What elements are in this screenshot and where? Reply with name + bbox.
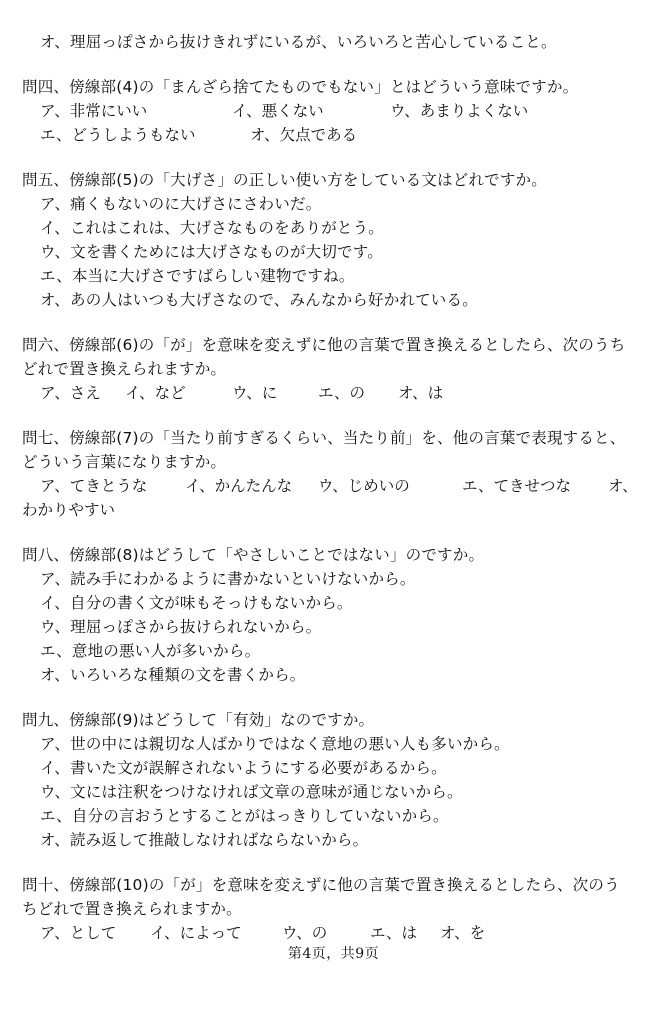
q10-option-o: オ、を [440,924,486,942]
q6-option-a: ア、さえ [40,384,101,402]
q10-stem-line2: ちどれで置き換えられますか。 [22,900,242,918]
page-number: 第4页，共9页 [287,946,380,962]
q9-option-i: イ、書いた文が誤解されないようにする必要があるから。 [40,759,447,777]
q6-option-u: ウ、に [232,384,278,402]
q8-option-u: ウ、理屈っぽさから抜けられないから。 [40,618,322,636]
q6-option-i: イ、など [125,384,186,402]
q7-option-o-wrap: わかりやすい [22,501,116,519]
q9-option-a: ア、世の中には親切な人ばかりではなく意地の悪い人も多いから。 [40,735,510,753]
q9-option-u: ウ、文には注釈をつけなければ文章の意味が通じないから。 [40,783,463,801]
q7-stem-line2: どういう言葉になりますか。 [22,453,227,471]
q9-option-o: オ、読み返して推敲しなければならないから。 [40,831,369,849]
q4-stem: 問四、傍線部(4)の「まんざら捨てたものでもない」とはどういう意味ですか。 [22,78,579,96]
q9-stem: 問九、傍線部(9)はどうして「有効」なのですか。 [22,711,375,729]
q5-option-e: エ、本当に大げさですばらしい建物ですね。 [40,267,355,285]
q7-option-e: エ、てきせつな [462,477,571,495]
q5-option-i: イ、これはこれは、大げさなものをありがとう。 [40,219,385,237]
q8-option-i: イ、自分の書く文が味もそっけもないから。 [40,594,353,612]
q4-option-o: オ、欠点である [250,126,358,144]
q4-option-a: ア、非常にいい [40,102,148,120]
q4-option-u: ウ、あまりよくない [390,102,529,120]
q7-option-a: ア、てきとうな [40,477,148,495]
q4-option-i: イ、悪くない [232,102,324,120]
q8-option-o: オ、いろいろな種類の文を書くから。 [40,666,306,684]
q7-stem-line1: 問七、傍線部(7)の「当たり前すぎるくらい、当たり前」を、他の言葉で表現すると、 [22,429,626,447]
q5-stem: 問五、傍線部(5)の「大げさ」の正しい使い方をしている文はどれですか。 [22,171,547,189]
q7-option-u: ウ、じめいの [318,477,410,495]
q8-stem: 問八、傍線部(8)はどうして「やさしいことではない」のですか。 [22,546,485,564]
q5-option-a: ア、痛くもないのに大げさにさわいだ。 [40,195,322,213]
q5-option-u: ウ、文を書くためには大げさなものが大切です。 [40,243,383,261]
q6-stem-line1: 問六、傍線部(6)の「が」を意味を変えずに他の言葉で置き換えるとしたら、次のうち [22,336,626,354]
q7-option-i: イ、かんたんな [185,477,293,495]
q8-option-e: エ、意地の悪い人が多いから。 [40,642,261,660]
q6-stem-line2: どれで置き換えられますか。 [22,360,227,378]
option-o-prev: オ、理屈っぽさから抜けきれずにいるが、いろいろと苦心していること。 [40,33,557,51]
q7-option-o: オ、 [608,477,638,495]
q10-option-u: ウ、の [282,924,328,942]
q10-option-e: エ、は [370,924,417,942]
q5-option-o: オ、あの人はいつも大げさなので、みんなから好かれている。 [40,291,478,309]
q10-option-i: イ、によって [150,924,242,942]
q9-option-e: エ、自分の言おうとすることがはっきりしていないから。 [40,807,449,825]
q6-option-o: オ、は [398,384,444,402]
q10-option-a: ア、として [40,924,117,942]
q10-stem-line1: 問十、傍線部(10)の「が」を意味を変えずに他の言葉で置き換えるとしたら、次のう [22,876,620,894]
q6-option-e: エ、の [318,384,365,402]
q8-option-a: ア、読み手にわかるように書かないといけないから。 [40,570,416,588]
q4-option-e: エ、どうしようもない [40,126,196,144]
